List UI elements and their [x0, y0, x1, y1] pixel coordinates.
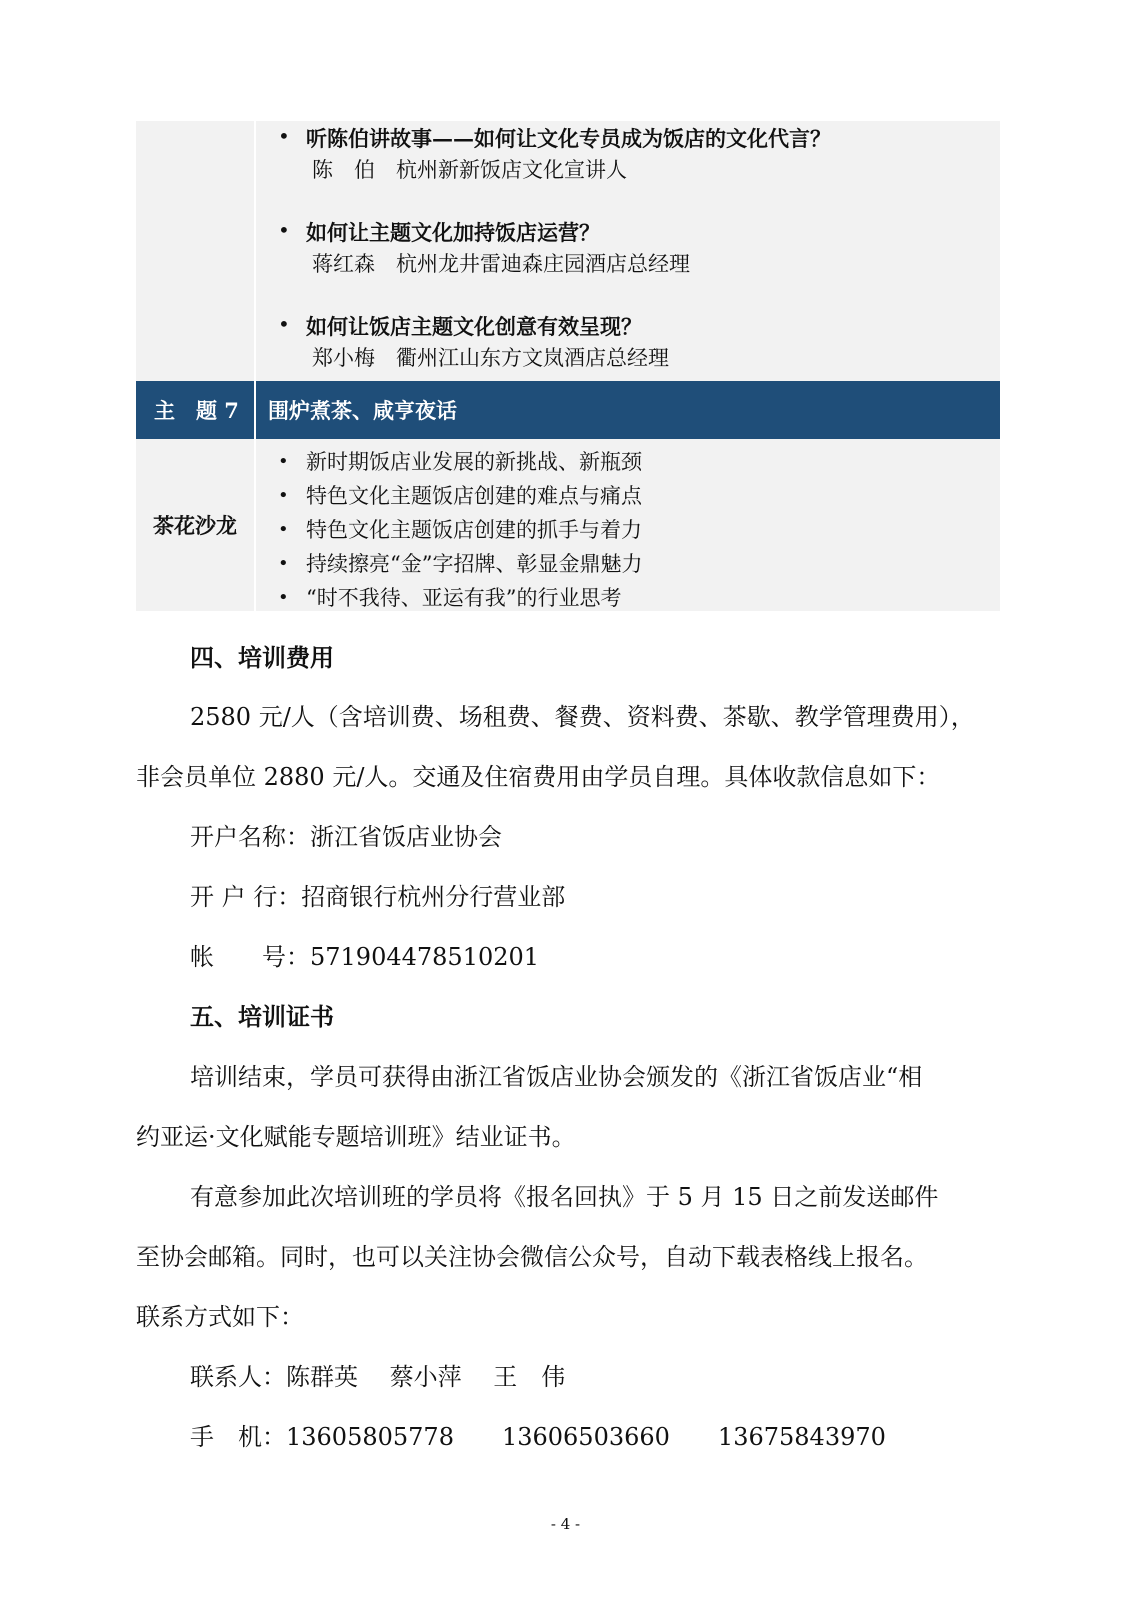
- cert-line-2: 约亚运·文化赋能专题培训班》结业证书。: [136, 1123, 576, 1151]
- bank-name: 开 户 行：招商银行杭州分行营业部: [190, 883, 566, 911]
- reg-line-2: 至协会邮箱。同时，也可以关注协会微信公众号，自动下载表格线上报名。: [136, 1243, 928, 1271]
- talk-speaker: 陈 伯 杭州新新饭店文化宣讲人: [312, 158, 627, 182]
- salon-item-text: 持续擦亮“金”字招牌、彰显金鼎魅力: [306, 552, 643, 576]
- salon-label: 茶花沙龙: [136, 439, 256, 611]
- talk-item: [256, 124, 1000, 186]
- talk-speaker: 郑小梅 衢州江山东方文岚酒店总经理: [312, 346, 669, 370]
- bullet: •: [278, 485, 289, 506]
- account-name: 开户名称：浙江省饭店业协会: [190, 823, 502, 851]
- section5-heading: 五、培训证书: [190, 1002, 334, 1031]
- fee-line-1: 2580 元/人（含培训费、场租费、餐费、资料费、茶歇、教学管理费用），: [190, 703, 975, 731]
- bullet: •: [278, 553, 289, 574]
- salon-item-text: “时不我待、亚运有我”的行业思考: [306, 586, 622, 610]
- salon-item: [256, 581, 1000, 615]
- salon-item-text: 特色文化主题饭店创建的难点与痛点: [306, 484, 642, 508]
- salon-item: [256, 547, 1000, 581]
- reg-line-3: 联系方式如下：: [136, 1303, 304, 1331]
- talk-speaker: 蒋红森 杭州龙井雷迪森庄园酒店总经理: [312, 252, 690, 276]
- salon-row: [136, 439, 1000, 611]
- theme7-title: 围炉煮茶、咸亨夜话: [268, 398, 457, 423]
- salon-list: [256, 439, 1000, 615]
- salon-item: [256, 479, 1000, 513]
- salon-cell: [256, 439, 1000, 611]
- bullet: •: [278, 451, 289, 472]
- section4-heading: 四、培训费用: [190, 643, 334, 672]
- salon-item-text: 特色文化主题饭店创建的抓手与着力: [306, 518, 642, 542]
- talk-title: 如何让饭店主题文化创意有效呈现？: [306, 314, 642, 339]
- talk-title: 如何让主题文化加持饭店运营？: [306, 220, 600, 245]
- schedule-table: [136, 121, 1000, 611]
- theme7-header-row: [136, 381, 1000, 439]
- page-number: - 4 -: [550, 1515, 581, 1533]
- salon-item: [256, 445, 1000, 479]
- talks-label-cell: [136, 121, 256, 381]
- bullet: •: [278, 587, 289, 608]
- theme7-label: 主 题 7: [136, 381, 256, 439]
- talk-item: [256, 312, 1000, 374]
- talks-row: [136, 121, 1000, 381]
- salon-item-text: 新时期饭店业发展的新挑战、新瓶颈: [306, 450, 642, 474]
- bullet: •: [278, 124, 290, 148]
- account-number: 帐 号：571904478510201: [190, 943, 540, 971]
- phones: 手 机：13605805778 13606503660 13675843970: [190, 1423, 886, 1451]
- reg-line-1: 有意参加此次培训班的学员将《报名回执》于 5 月 15 日之前发送邮件: [190, 1183, 939, 1211]
- talks-cell: [256, 121, 1000, 381]
- fee-line-2: 非会员单位 2880 元/人。交通及住宿费用由学员自理。具体收款信息如下：: [136, 763, 941, 791]
- bullet: •: [278, 312, 290, 336]
- talk-item: [256, 218, 1000, 280]
- salon-item: [256, 513, 1000, 547]
- contacts: 联系人：陈群英 蔡小萍 王 伟: [190, 1363, 566, 1391]
- bullet: •: [278, 519, 289, 540]
- talk-title: 听陈伯讲故事——如何让文化专员成为饭店的文化代言？: [306, 126, 831, 151]
- bullet: •: [278, 218, 290, 242]
- cert-line-1: 培训结束，学员可获得由浙江省饭店业协会颁发的《浙江省饭店业“相: [190, 1063, 923, 1091]
